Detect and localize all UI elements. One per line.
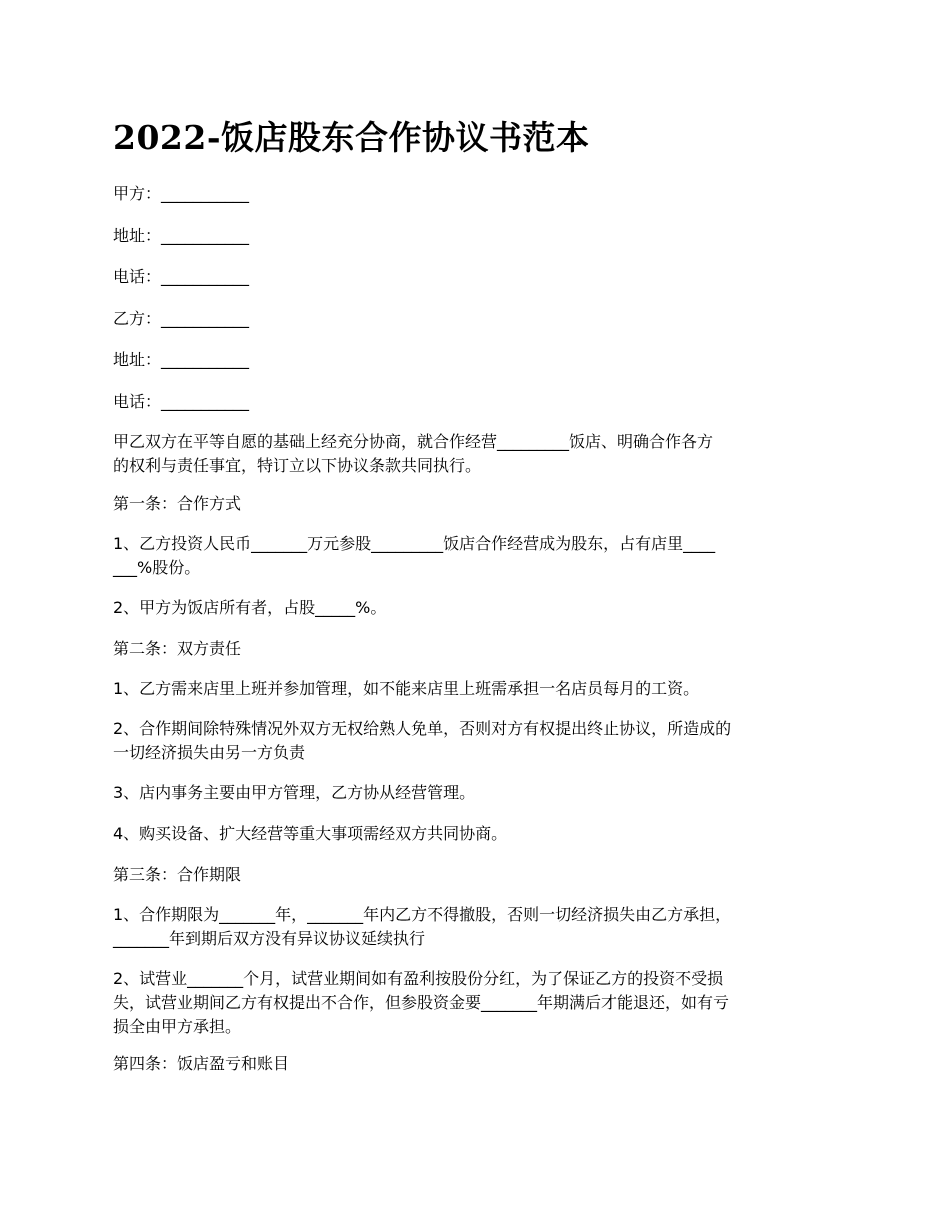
article-2-clause-1: 1、乙方需来店里上班并参加管理，如不能来店里上班需承担一名店员每月的工资。 [113,679,700,698]
intro-paragraph: 甲乙双方在平等自愿的基础上经充分协商，就合作经营_________饭店、明确合作各方 的权利与责任事宜，特订立以下协议条款共同执行。 [113,432,714,475]
article-2-clause-3: 3、店内事务主要由甲方管理，乙方协从经营管理。 [113,783,476,802]
party-a-address-field: 地址：___________ [113,226,250,245]
party-b-field: 乙方：___________ [113,309,250,328]
article-2-heading: 第二条：双方责任 [113,639,242,658]
article-3-clause-2: 2、试营业_______个月，试营业期间如有盈利按股份分红，为了保证乙方的投资不受损 失，试营业期间乙方有权提出不合作，但参股资金要_______年期满后才能退还，如有亏 损全由甲方承担。 [113,969,730,1036]
article-3-heading: 第三条：合作期限 [113,865,242,884]
article-1-heading: 第一条：合作方式 [113,494,242,513]
article-1-clause-1: 1、乙方投资人民币_______万元参股_________饭店合作经营成为股东，占有店里____ ___%股份。 [113,534,716,577]
article-3-clause-1: 1、合作期限为_______年，_______年内乙方不得撤股，否则一切经济损失由乙方承担， _______年到期后双方没有异议协议延续执行 [113,905,732,948]
article-4-heading: 第四条：饭店盈亏和账目 [113,1054,290,1073]
party-a-field: 甲方：___________ [113,184,250,203]
article-1-clause-2: 2、甲方为饭店所有者，占股_____%。 [113,598,387,617]
party-b-address-field: 地址：___________ [113,350,250,369]
document-title: 2022-饭店股东合作协议书范本 [113,118,590,157]
party-a-phone-field: 电话：___________ [113,267,250,286]
article-2-clause-4: 4、购买设备、扩大经营等重大事项需经双方共同协商。 [113,824,508,843]
article-2-clause-2: 2、合作期间除特殊情况外双方无权给熟人免单，否则对方有权提出终止协议，所造成的 一切经济损失由另一方负责 [113,719,732,762]
party-b-phone-field: 电话：___________ [113,392,250,411]
